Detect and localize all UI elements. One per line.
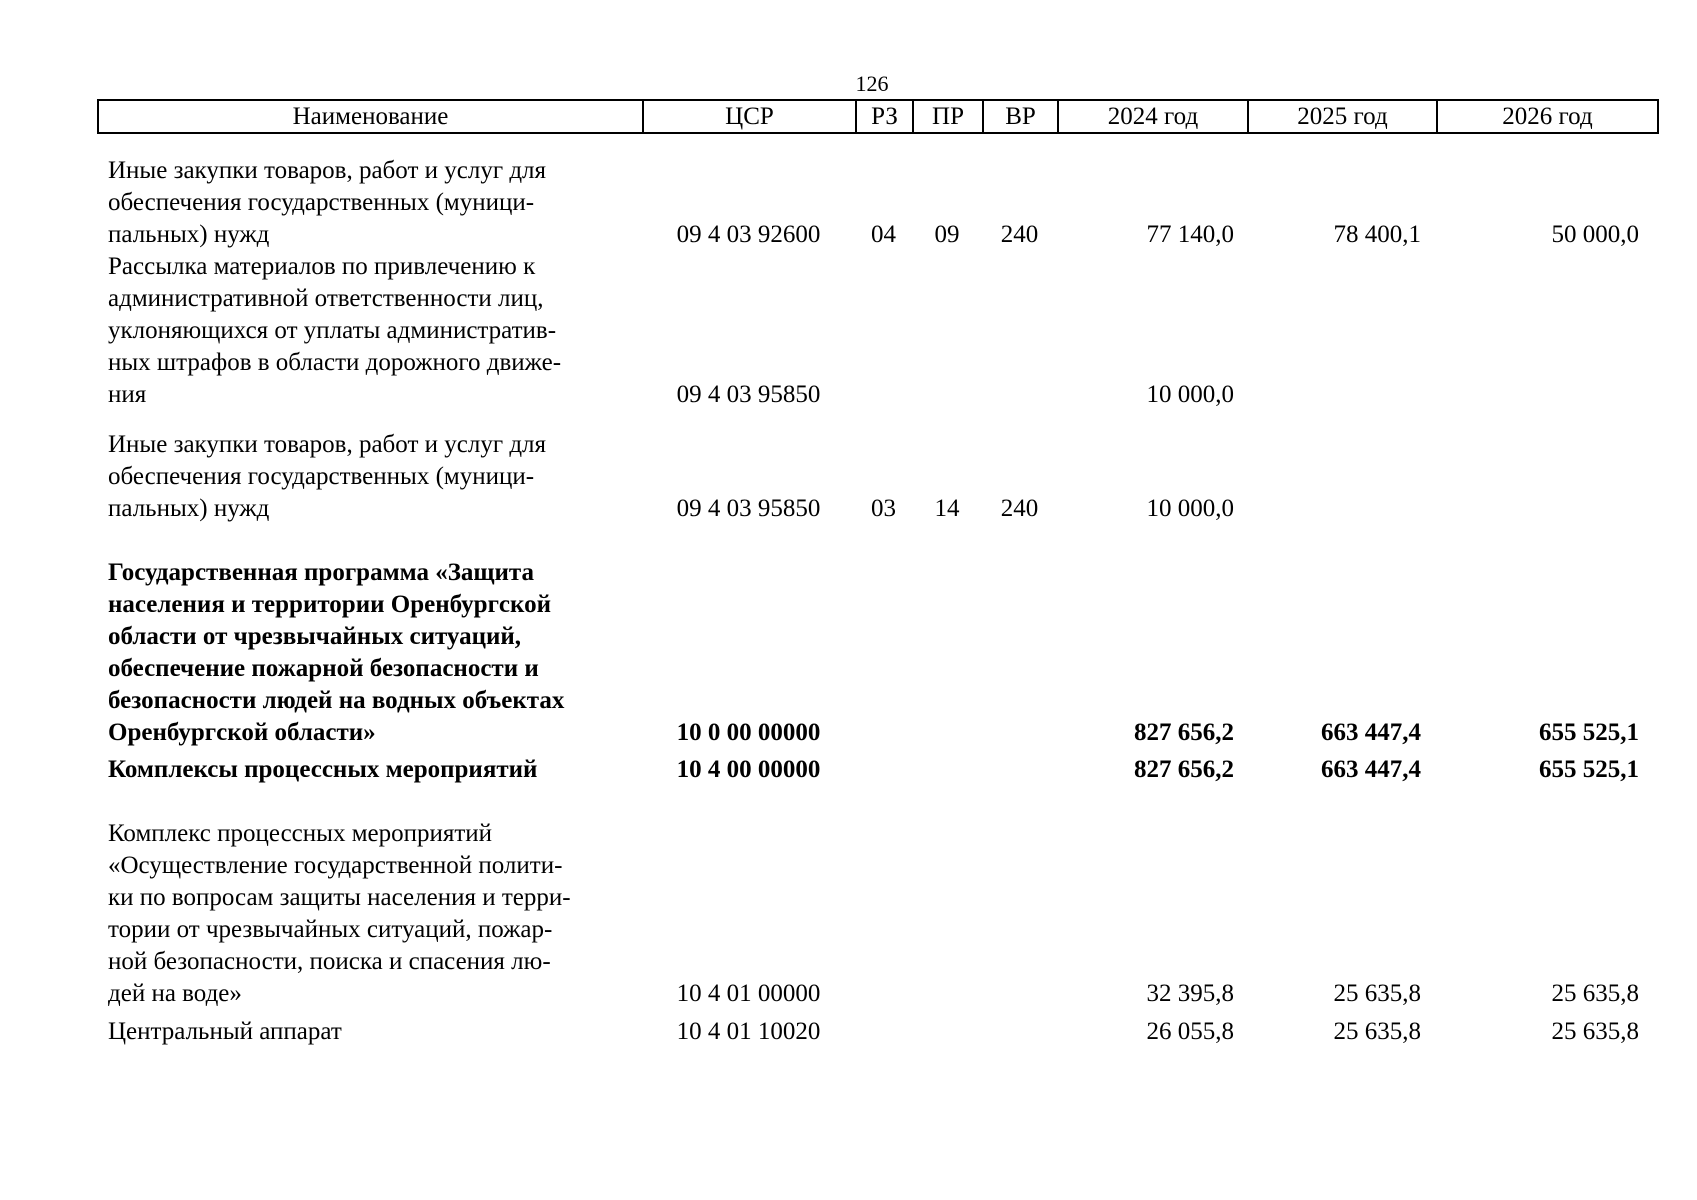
name-line: ной безопасности, поиска и спасения лю- (108, 948, 551, 975)
cell-csr: 10 4 01 10020 (676, 1018, 821, 1045)
name-line: «Осуществление государственной полити- (108, 852, 563, 879)
table-row (97, 429, 1657, 525)
cell-2025: 663 447,4 (1321, 756, 1421, 783)
cell-pr: 09 (934, 221, 960, 248)
name-line: Иные закупки товаров, работ и услуг для (108, 157, 547, 184)
name-line: уклоняющихся от уплаты административ- (108, 317, 557, 344)
cell-2024: 10 000,0 (1146, 381, 1234, 408)
cell-2026: 50 000,0 (1551, 221, 1639, 248)
cell-2026: 655 525,1 (1539, 756, 1639, 783)
name-line: обеспечение пожарной безопасности и (108, 655, 539, 682)
name-line: тории от чрезвычайных ситуаций, пожар- (108, 916, 553, 943)
name-line: административной ответственности лиц, (108, 285, 544, 312)
cell-csr: 09 4 03 92600 (676, 221, 821, 248)
cell-2025: 663 447,4 (1321, 719, 1421, 746)
row-name (97, 1016, 642, 1048)
cell-rz: 04 (871, 221, 896, 248)
name-line: ных штрафов в области дорожного движе- (108, 349, 562, 376)
row-name (97, 155, 642, 251)
cell-2026: 655 525,1 (1539, 719, 1639, 746)
name-line: Комплекс процессных мероприятий (108, 820, 493, 847)
name-line: Оренбургской области» (108, 719, 376, 746)
header-2025: 2025 год (1248, 100, 1437, 133)
cell-csr: 09 4 03 95850 (676, 381, 821, 408)
header-pr: ПР (913, 100, 983, 133)
name-line: пальных) нужд (108, 221, 270, 248)
name-line: Рассылка материалов по привлечению к (108, 253, 536, 280)
name-line: обеспечения государственных (муници- (108, 463, 535, 490)
cell-vr: 240 (1000, 495, 1039, 522)
name-line: обеспечения государственных (муници- (108, 189, 535, 216)
cell-2024: 32 395,8 (1146, 980, 1234, 1007)
row-name (97, 251, 642, 411)
cell-csr: 10 0 00 00000 (676, 719, 821, 746)
name-line: Центральный аппарат (108, 1018, 342, 1045)
cell-2026: 25 635,8 (1551, 1018, 1639, 1045)
cell-vr: 240 (1000, 221, 1039, 248)
name-line: дей на воде» (108, 980, 242, 1007)
header-csr: ЦСР (643, 100, 856, 133)
name-line: области от чрезвычайных ситуаций, (108, 623, 522, 650)
cell-csr: 09 4 03 95850 (676, 495, 821, 522)
header-name: Наименование (98, 100, 643, 133)
name-line: ния (108, 381, 147, 408)
header-2024: 2024 год (1058, 100, 1248, 133)
header-2026: 2026 год (1437, 100, 1658, 133)
table-body (97, 155, 1657, 1048)
cell-2025: 25 635,8 (1333, 1018, 1421, 1045)
cell-2025: 25 635,8 (1333, 980, 1421, 1007)
header-rz: РЗ (856, 100, 913, 133)
name-line: пальных) нужд (108, 495, 270, 522)
table-row (97, 557, 1657, 749)
name-line: Иные закупки товаров, работ и услуг для (108, 431, 547, 458)
cell-2024: 77 140,0 (1146, 221, 1234, 248)
table-row (97, 754, 1657, 786)
table-row (97, 155, 1657, 251)
cell-csr: 10 4 01 00000 (676, 980, 821, 1007)
cell-2025: 78 400,1 (1333, 221, 1421, 248)
cell-rz: 03 (871, 495, 896, 522)
name-line: Государственная программа «Защита (108, 559, 535, 586)
table-row (97, 818, 1657, 1010)
cell-2024: 827 656,2 (1134, 719, 1234, 746)
name-line: Комплексы процессных мероприятий (108, 756, 538, 783)
cell-csr: 10 4 00 00000 (676, 756, 821, 783)
row-name (97, 818, 642, 1010)
cell-2024: 10 000,0 (1146, 495, 1234, 522)
row-name (97, 754, 642, 786)
cell-2024: 827 656,2 (1134, 756, 1234, 783)
header-vr: ВР (983, 100, 1058, 133)
table-header (97, 99, 1659, 134)
page-number: 126 (855, 71, 889, 96)
name-line: населения и территории Оренбургской (108, 591, 551, 618)
cell-2026: 25 635,8 (1551, 980, 1639, 1007)
table-row (97, 1016, 1657, 1048)
table-row (97, 251, 1657, 411)
row-name (97, 557, 642, 749)
cell-2024: 26 055,8 (1146, 1018, 1234, 1045)
row-name (97, 429, 642, 525)
name-line: ки по вопросам защиты населения и терри- (108, 884, 571, 911)
cell-pr: 14 (934, 495, 960, 522)
name-line: безопасности людей на водных объектах (108, 687, 565, 714)
